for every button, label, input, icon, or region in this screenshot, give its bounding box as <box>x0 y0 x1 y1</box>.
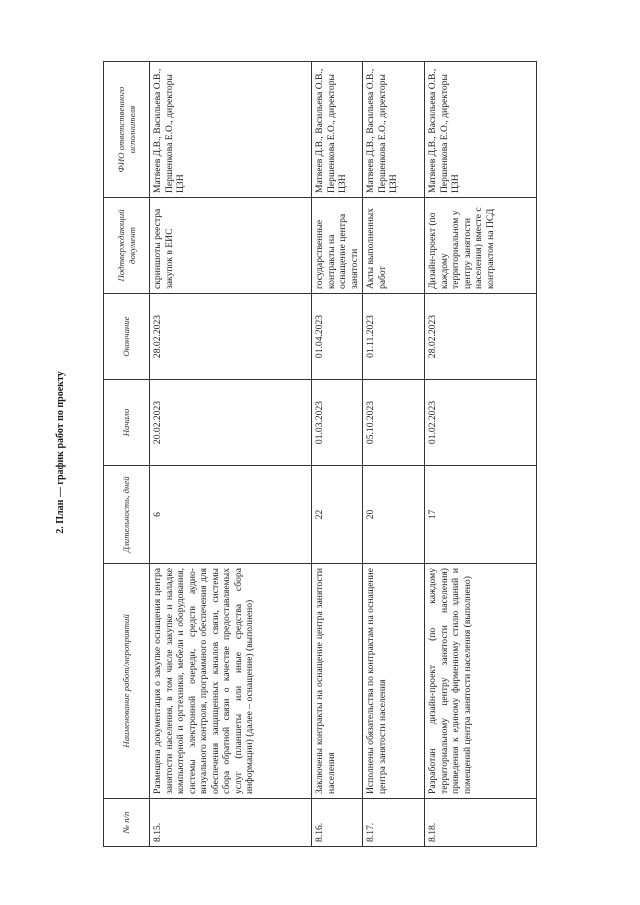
section-title: 2. План — график работ по проекту <box>55 371 66 534</box>
row-start: 05.10.2023 <box>363 380 425 466</box>
table-row <box>363 62 425 847</box>
row-responsible: Матвеев Д.В., Васильева О.В., Першенкова Е.О., директоры ЦЗН <box>312 62 363 198</box>
row-doc: Дизайн-проект (по каждому территориальном у центру занятости населения) вместе с контрактом на ПСД <box>425 198 537 294</box>
header-name: Наименование работ/мероприятий <box>104 564 150 799</box>
header-start: Начало <box>104 380 150 466</box>
row-doc: Акты выполненных работ <box>363 198 425 294</box>
row-start: 20.02.2023 <box>150 380 312 466</box>
table-row <box>425 62 537 847</box>
row-responsible: Матвеев Д.В., Васильева О.В., Першенкова Е.О., директоры ЦЗН <box>150 62 312 198</box>
row-name: Исполнены обязательства по контрактам на оснащение центра занятости населения <box>363 564 425 799</box>
row-name: Заключены контракты на оснащение центра занятости населения <box>312 564 363 799</box>
row-end: 28.02.2023 <box>425 294 537 380</box>
row-num: 8.17. <box>363 799 425 847</box>
row-num: 8.15. <box>150 799 312 847</box>
table-row <box>312 62 363 847</box>
header-duration: Длительность, дней <box>104 466 150 564</box>
table-row <box>150 62 312 847</box>
row-num: 8.18. <box>425 799 537 847</box>
row-duration: 20 <box>363 466 425 564</box>
row-num: 8.16. <box>312 799 363 847</box>
row-start: 01.02.2023 <box>425 380 537 466</box>
row-end: 01.11.2023 <box>363 294 425 380</box>
row-end: 01.04.2023 <box>312 294 363 380</box>
header-num: № п/п <box>104 799 150 847</box>
row-doc: государственные контракты на оснащение центра занятости <box>312 198 363 294</box>
row-doc: скриншоты реестра закупок в ЕИС <box>150 198 312 294</box>
table-header-row <box>104 62 150 847</box>
header-end: Окончание <box>104 294 150 380</box>
row-name: Размещена документация о закупке оснащения центра занятости населения, в том числе закупке и наладке компьютерной и оргтехники, мебели и оборудования, системы электронной очереди, средств аудио-визуального контроля, программного обеспечения для обеспечения защищенных каналов связи, системы сбора обратной связи о качестве предоставляемых услуг (планшеты или иные средства сбора информации) (далее – оснащение) (выполнено) <box>150 564 312 799</box>
row-duration: 22 <box>312 466 363 564</box>
row-duration: 17 <box>425 466 537 564</box>
row-start: 01.03.2023 <box>312 380 363 466</box>
header-responsible: ФИО ответственного исполнителя <box>104 62 150 198</box>
row-end: 28.02.2023 <box>150 294 312 380</box>
row-name: Разработан дизайн-проект (по каждому территориальному центру занятости населения) приведения к единому фирменному стилю зданий и помещений центра занятости населения (выполнено) <box>425 564 537 799</box>
work-plan-table <box>103 61 537 847</box>
row-responsible: Матвеев Д.В., Васильева О.В., Першенкова Е.О., директоры ЦЗН <box>363 62 425 198</box>
row-responsible: Матвеев Д.В., Васильева О.В., Першенкова Е.О., директоры ЦЗН <box>425 62 537 198</box>
header-doc: Подтверждающий документ <box>104 198 150 294</box>
row-duration: 6 <box>150 466 312 564</box>
